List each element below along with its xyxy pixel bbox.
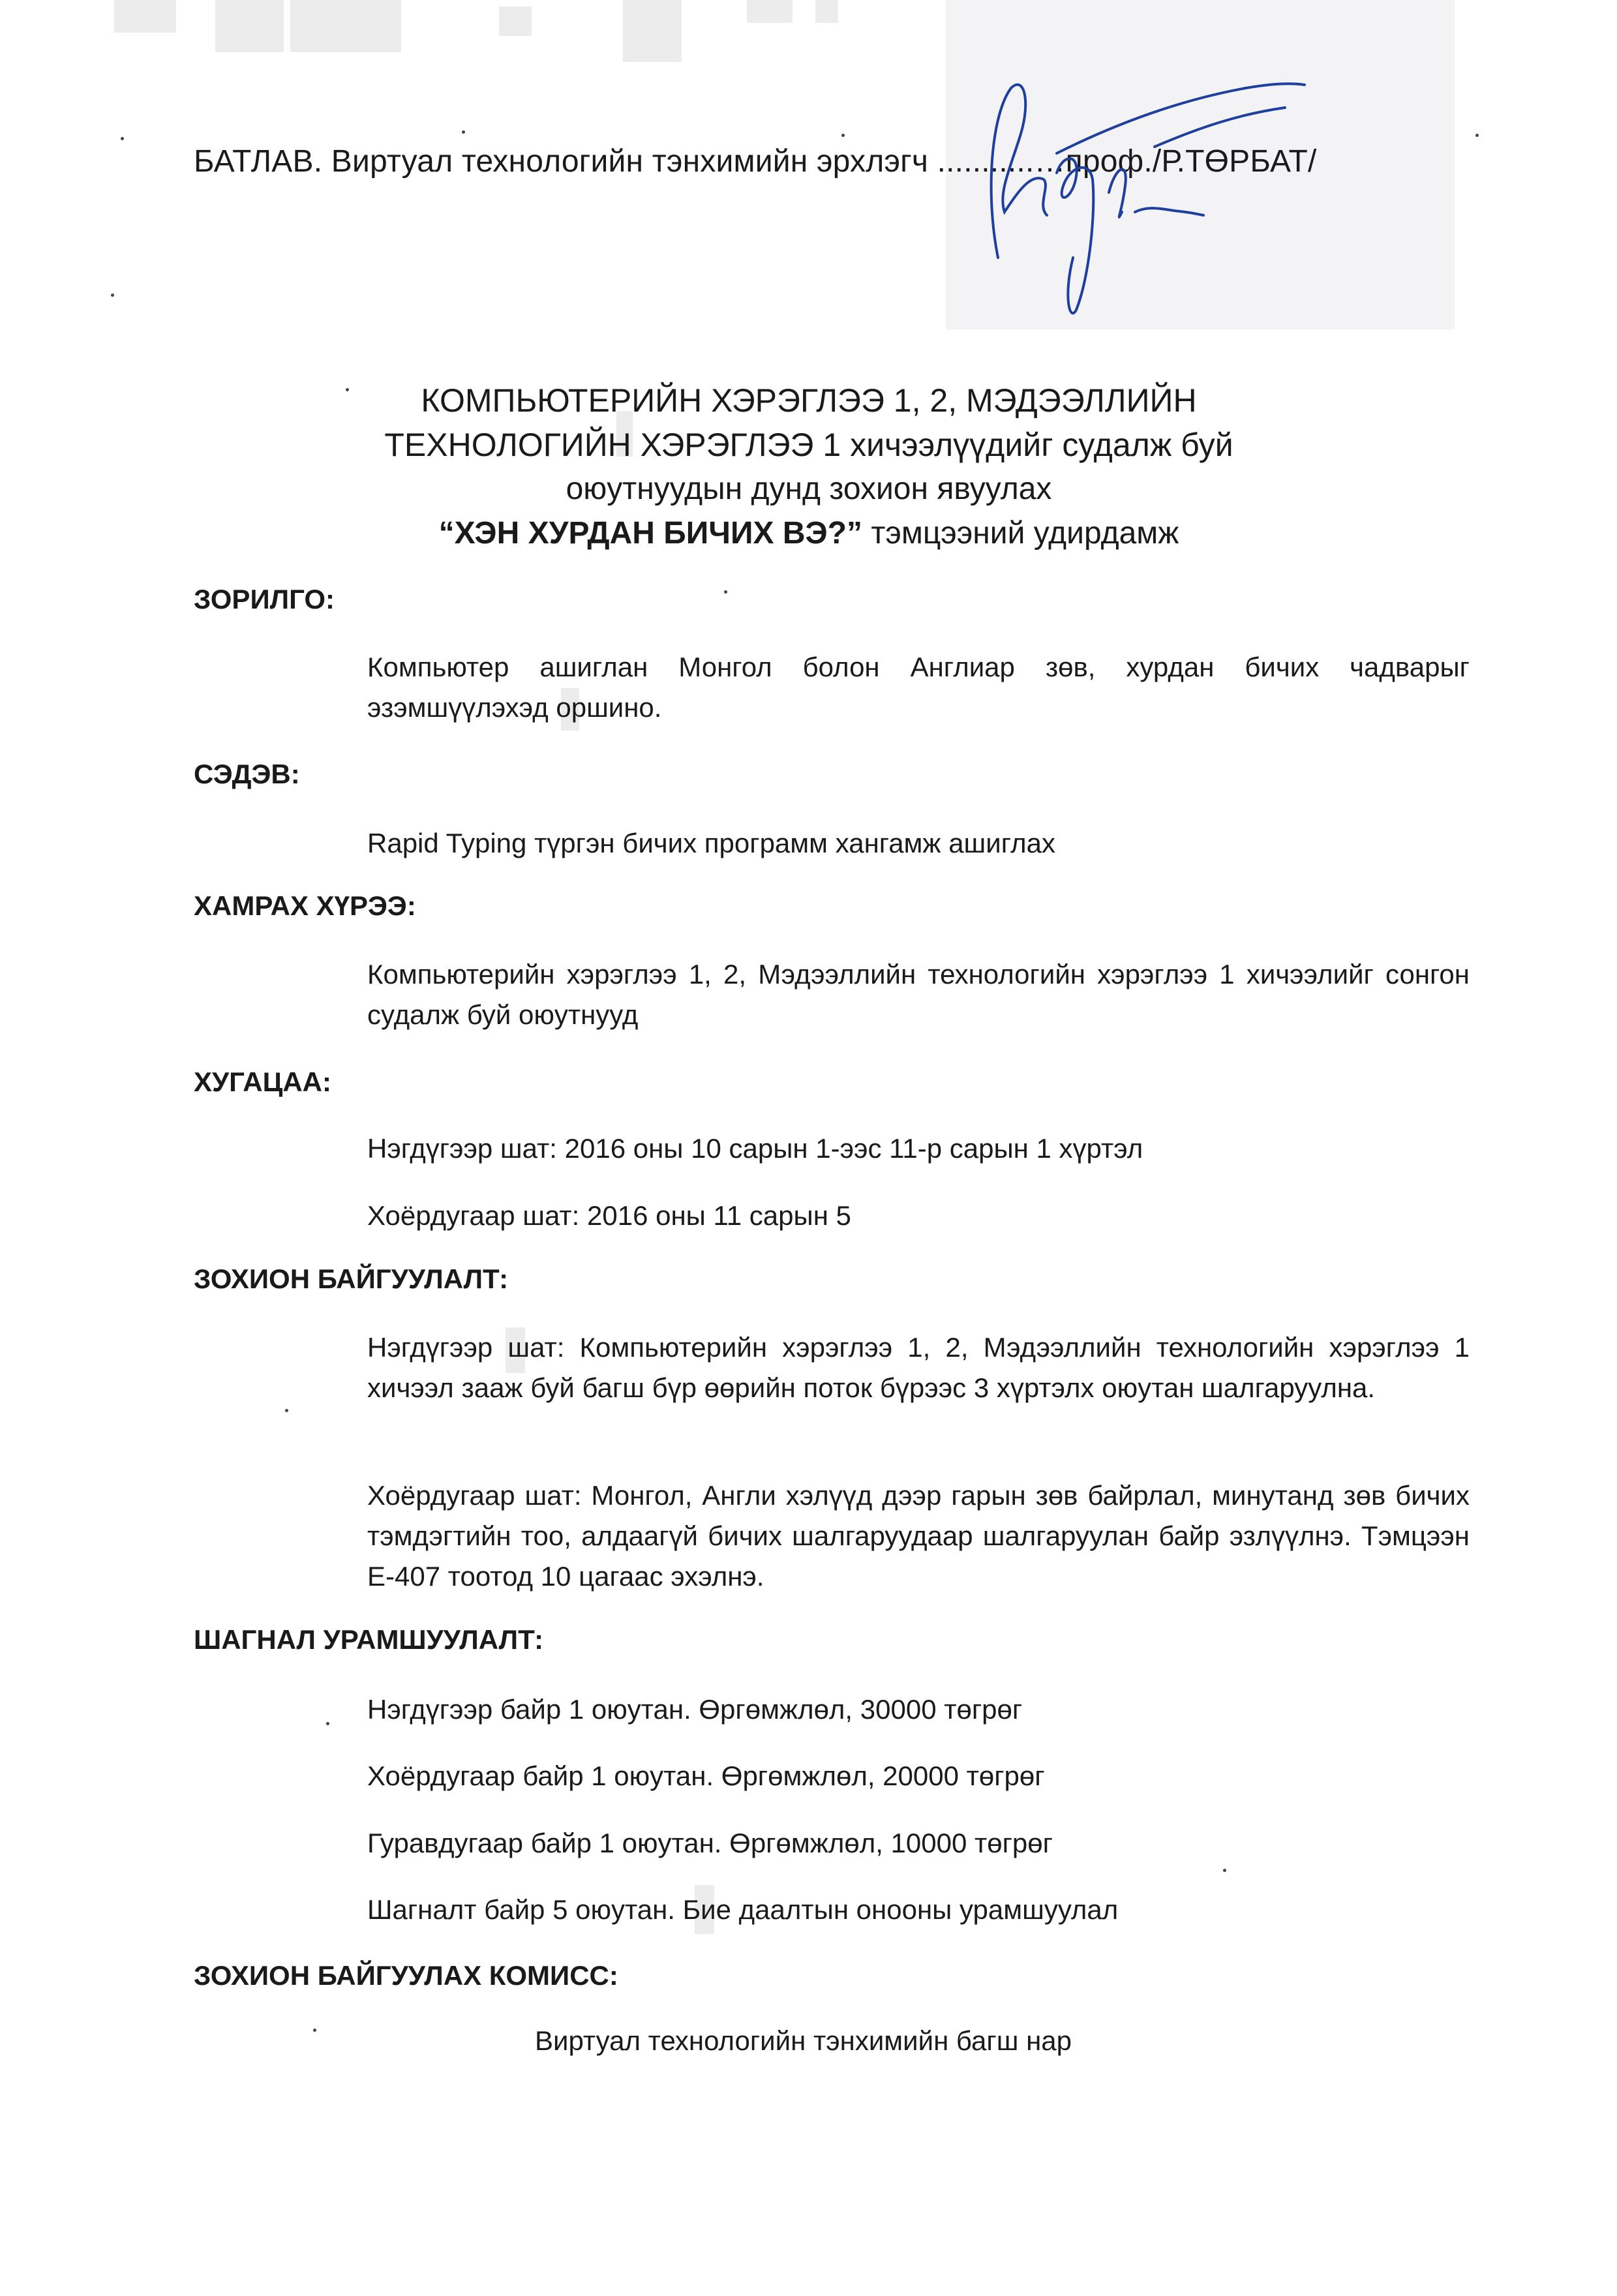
award-item: Хоёрдугаар байр 1 оюутан. Өргөмжлөл, 20000 төгрөг (367, 1760, 1045, 1791)
document-title (326, 378, 1292, 556)
organization-stage-1: Нэгдүгээр шат: Компьютерийн хэрэглээ 1, 2, Мэдээллийн технологийн хэрэглээ 1 хичээл зааж буй багш бүр өөрийн поток бүрээс 3 хүртэлх оюутан шалгаруулна. (367, 1332, 1470, 1403)
approval-line: БАТЛАВ. Виртуал технологийн тэнхимийн эрхлэгч ...........…проф./Р.ТӨРБАТ/ (194, 144, 1317, 179)
scan-artifact (747, 0, 793, 23)
scan-artifact (114, 0, 176, 33)
committee-text: Виртуал технологийн тэнхимийн багш нар (535, 2025, 1072, 2056)
scan-artifact (290, 0, 401, 52)
scan-speck (313, 2029, 316, 2032)
organization-heading: ЗОХИОН БАЙГУУЛАЛТ: (194, 1263, 509, 1294)
award-item: Гуравдугаар байр 1 оюутан. Өргөмжлөл, 10000 төгрөг (367, 1828, 1053, 1858)
title-line-2: ТЕХНОЛОГИЙН ХЭРЭГЛЭЭ 1 хичээлүүдийг судалж буй (384, 427, 1233, 463)
scan-speck (326, 1722, 329, 1725)
duration-stage-1: Нэгдүгээр шат: 2016 оны 10 сарын 1-ээс 11-р сарын 1 хүртэл (367, 1133, 1143, 1164)
scan-speck (121, 137, 124, 140)
duration-heading: ХУГАЦАА: (194, 1066, 331, 1097)
scan-artifact (215, 0, 284, 52)
awards-heading: ШАГНАЛ УРАМШУУЛАЛТ: (194, 1624, 544, 1655)
title-line-3: оюутнуудын дунд зохион явуулах (566, 472, 1052, 506)
title-line-1: КОМПЬЮТЕРИЙН ХЭРЭГЛЭЭ 1, 2, МЭДЭЭЛЛИЙН (421, 382, 1197, 419)
topic-text: Rapid Typing түргэн бичих программ хангамж ашиглах (367, 828, 1055, 858)
competition-name: “ХЭН ХУРДАН БИЧИХ ВЭ?” (438, 516, 862, 551)
scan-artifact (815, 0, 838, 23)
scan-speck (1223, 1869, 1226, 1872)
goal-text: Компьютер ашиглан Монгол болон Англиар зөв, хурдан бичих чадварыг эзэмшүүлэхэд оршино. (367, 652, 1470, 723)
goal-heading: ЗОРИЛГО: (194, 584, 335, 614)
scan-speck (1475, 134, 1479, 137)
handwritten-signature (959, 62, 1324, 336)
scan-speck (462, 130, 465, 134)
title-line-4 (326, 511, 1292, 556)
topic-heading: СЭДЭВ: (194, 759, 300, 789)
scan-artifact (499, 7, 532, 36)
scan-speck (111, 294, 114, 297)
duration-stage-2: Хоёрдугаар шат: 2016 оны 11 сарын 5 (367, 1200, 851, 1231)
award-item: Шагналт байр 5 оюутан. Бие даалтын онооны урамшуулал (367, 1894, 1119, 1925)
scan-artifact (623, 0, 682, 62)
title-line-4-rest: тэмцээний удирдамж (862, 516, 1179, 551)
scope-text: Компьютерийн хэрэглээ 1, 2, Мэдээллийн технологийн хэрэглээ 1 хичээлийг сонгон судалж буй оюутнууд (367, 959, 1470, 1030)
committee-heading: ЗОХИОН БАЙГУУЛАХ КОМИСС: (194, 1960, 618, 1991)
scan-speck (285, 1409, 288, 1412)
scan-speck (724, 590, 727, 594)
scan-speck (841, 134, 845, 137)
award-item: Нэгдүгээр байр 1 оюутан. Өргөмжлөл, 30000 төгрөг (367, 1694, 1023, 1725)
organization-stage-2: Хоёрдугаар шат: Монгол, Англи хэлүүд дээр гарын зөв байрлал, минутанд зөв бичих тэмдэгтийн тоо, алдаагүй бичих шалгаруудаар шалгаруулан байр эзлүүлнэ. Тэмцээн Е-407 тоотод 10 цагаас эхэлнэ. (367, 1480, 1470, 1592)
scope-heading: ХАМРАХ ХҮРЭЭ: (194, 890, 416, 921)
